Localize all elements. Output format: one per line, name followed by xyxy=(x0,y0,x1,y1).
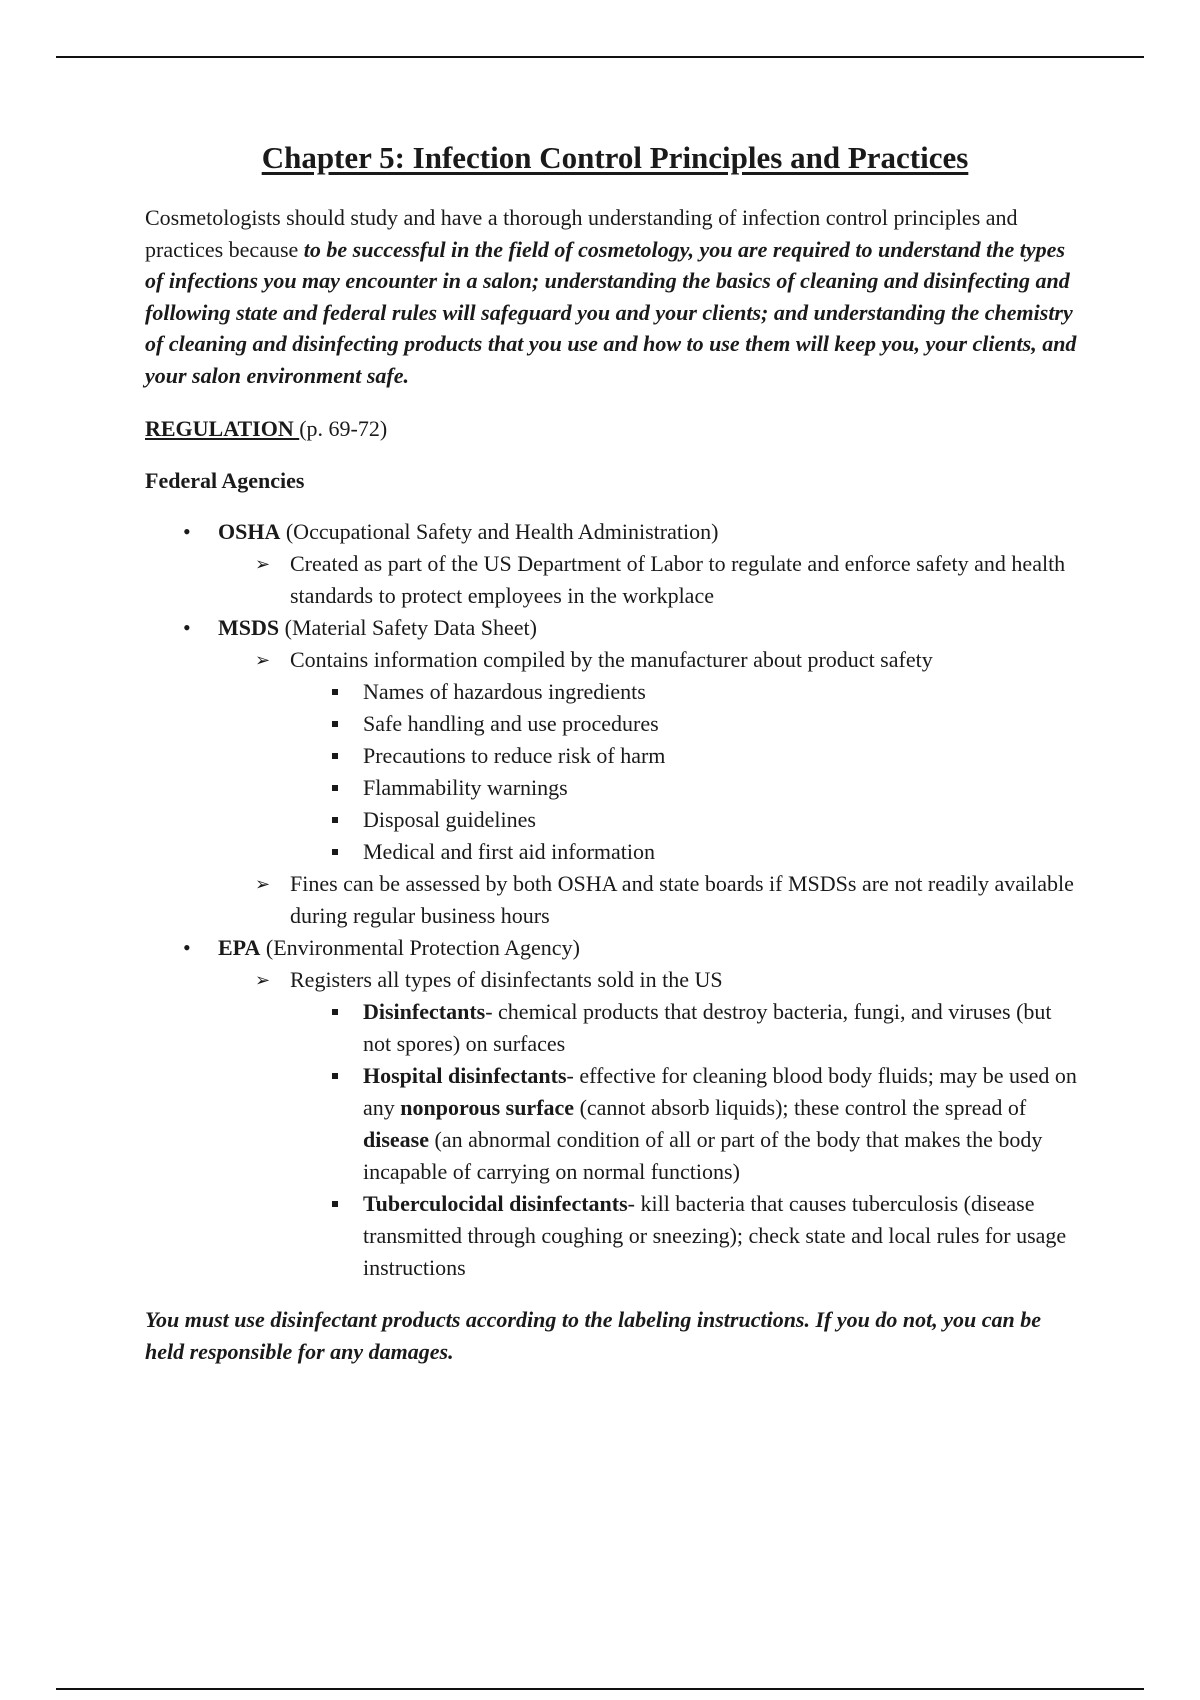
osha-desc: (Occupational Safety and Health Administration) xyxy=(280,519,719,544)
hospital-text-3: (an abnormal condition of all or part of the body that makes the body incapable of carrying on normal functions) xyxy=(363,1127,1043,1184)
osha-point: ➢ Created as part of the US Department of Labor to regulate and enforce safety and health standards to protect employees in the workplace xyxy=(145,548,1085,612)
federal-agencies-heading: Federal Agencies xyxy=(145,467,305,493)
regulation-pages: (p. 69-72) xyxy=(299,416,388,441)
osha-term: OSHA xyxy=(218,519,281,544)
disease-term: disease xyxy=(363,1127,429,1152)
msds-subitem: Safe handling and use procedures xyxy=(145,708,1085,740)
disinfectants-term: Disinfectants xyxy=(363,999,486,1024)
page-title: Chapter 5: Infection Control Principles and Practices xyxy=(261,140,969,175)
regulation-heading: REGULATION xyxy=(145,416,300,441)
epa-point: ➢ Registers all types of disinfectants sold in the US xyxy=(145,964,1085,996)
epa-desc: (Environmental Protection Agency) xyxy=(260,935,580,960)
top-rule xyxy=(56,56,1144,58)
intro-emphasis: to be successful in the field of cosmetology, you are required to understand the types of infections you may encounter in a salon; understanding the basics of cleaning and disinfecting and following state and federal rules will safeguard you and your clients; and understanding the chemistry of cleaning and disinfecting products that you use and how to use them will keep you, your clients, and your salon environment safe. xyxy=(145,236,1077,388)
epa-subitem-hospital xyxy=(145,1060,1085,1188)
hospital-term: Hospital disinfectants xyxy=(363,1063,567,1088)
hospital-text-1: - effective for cleaning blood body fluids; may be used on any xyxy=(363,1063,1077,1120)
nonporous-term: nonporous surface xyxy=(400,1095,575,1120)
msds-subitem: Names of hazardous ingredients xyxy=(145,676,1085,708)
agency-list xyxy=(145,516,1085,1284)
epa-subitem-tuberculocidal xyxy=(145,1188,1085,1284)
closing-note: You must use disinfectant products according to the labeling instructions. If you do not, you can be held responsible for any damages. xyxy=(145,1307,1041,1364)
msds-point-2: ➢ Fines can be assessed by both OSHA and state boards if MSDSs are not readily available during regular business hours xyxy=(145,868,1085,932)
bottom-rule xyxy=(56,1688,1144,1690)
tuberculocidal-text: - kill bacteria that causes tuberculosis (disease transmitted through coughing or sneezing); check state and local rules for usage instructions xyxy=(363,1191,1067,1280)
agency-epa xyxy=(145,932,1085,964)
msds-subitem: Medical and first aid information xyxy=(145,836,1085,868)
tuberculocidal-term: Tuberculocidal disinfectants xyxy=(363,1191,628,1216)
msds-point-1: ➢ Contains information compiled by the manufacturer about product safety xyxy=(145,644,1085,676)
epa-term: EPA xyxy=(218,935,261,960)
intro-plain: Cosmetologists should study and have a thorough understanding of infection control principles and practices because xyxy=(145,205,1018,262)
intro-paragraph xyxy=(145,202,1085,391)
agency-msds xyxy=(145,612,1085,644)
msds-term: MSDS xyxy=(218,615,280,640)
disinfectants-text: - chemical products that destroy bacteria, fungi, and viruses (but not spores) on surfaces xyxy=(363,999,1052,1056)
msds-desc: (Material Safety Data Sheet) xyxy=(279,615,537,640)
epa-subitem-disinfectants xyxy=(145,996,1085,1060)
agency-osha xyxy=(145,516,1085,548)
hospital-text-2: (cannot absorb liquids); these control the spread of xyxy=(574,1095,1027,1120)
msds-subitem: Flammability warnings xyxy=(145,772,1085,804)
document-page xyxy=(145,140,1085,1367)
msds-subitem: Precautions to reduce risk of harm xyxy=(145,740,1085,772)
msds-subitem: Disposal guidelines xyxy=(145,804,1085,836)
section-heading xyxy=(145,413,1085,445)
